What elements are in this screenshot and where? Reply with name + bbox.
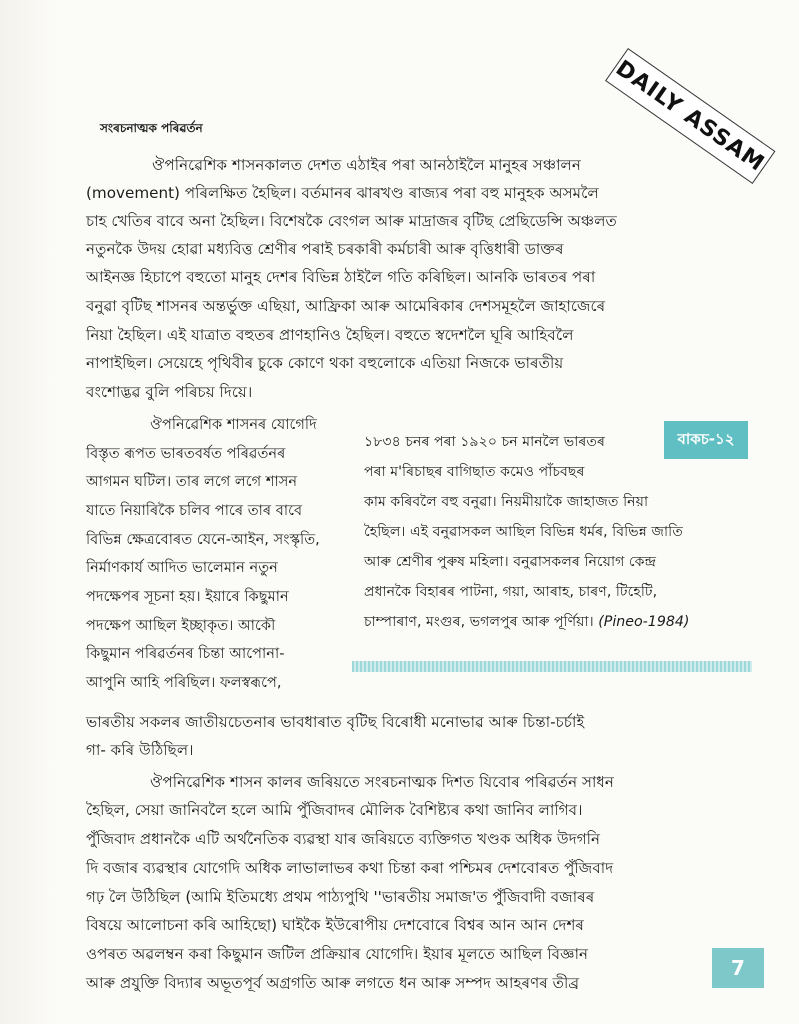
para2-line: বিভিন্ন ক্ষেত্ৰবোৰত যেনে-আইন, সংস্কৃতি, <box>86 531 320 548</box>
box-line: পৰা ম'ৰিচাছৰ বাগিছাত কমেও পাঁচবছৰ <box>364 464 585 480</box>
para2-line: আগমন ঘটিল। তাৰ লগে লগে শাসন <box>86 473 298 490</box>
para1-line: চাহ খেতিৰ বাবে অনা হৈছিল। বিশেষকৈ বেংগল আৰু মাদ্ৰাজৰ বৃটিছ প্ৰেছিডেন্সি অঞ্চলত <box>86 212 617 230</box>
box-line: প্ৰধানকৈ বিহাৰৰ পাটনা, গয়া, আৰাহ, চাৰণ, টিহেটি, <box>364 584 658 600</box>
para2-line: পদক্ষেপ আছিল ইচ্ছাকৃত। আকৌ <box>86 617 276 634</box>
para3-line: দি বজাৰ ব্যৱস্থাৰ যোগেদি অধিক লাভালাভৰ কথা চিন্তা কৰা পশ্চিমৰ দেশবোৰত পুঁজিবাদ <box>86 859 614 877</box>
para2-line: যাতে নিয়াৰিকৈ চলিব পাৰে তাৰ বাবে <box>86 502 303 519</box>
box-source-citation: (Pineo-1984) <box>598 614 690 630</box>
para3-line: বিষয়ে আলোচনা কৰি আহিছো) ঘাইকৈ ইউৰোপীয় দেশবোৰে বিশ্বৰ আন আন দেশৰ <box>86 916 584 934</box>
para1-line: বংশোদ্ভৱ বুলি পৰিচয় দিয়ে। <box>86 383 253 401</box>
para2-line: পদক্ষেপৰ সূচনা হয়। ইয়াৰে কিছুমান <box>86 588 289 605</box>
para1-line: আইনজ্ঞ হিচাপে বহুতো মানুহ দেশৰ বিভিন্ন ঠাইলৈ গতি কৰিছিল। আনকি ভাৰতৰ পৰা <box>86 268 596 286</box>
para2-line: বিস্তৃত ৰূপত ভাৰতবৰ্ষত পৰিৱৰ্তনৰ <box>86 445 286 462</box>
para1-line: বনুৱা বৃটিছ শাসনৰ অন্তৰ্ভুক্ত এছিয়া, আফ্ৰিকা আৰু আমেৰিকাৰ দেশসমূহলৈ জাহাজেৰে <box>86 297 606 315</box>
para2-line: ঔপনিৱেশিক শাসনৰ যোগেদি <box>150 416 317 433</box>
page-number: 7 <box>712 948 764 988</box>
box-label-badge: বাকচ-১২ <box>664 421 748 459</box>
para2-line: কিছুমান পৰিৱৰ্তনৰ চিন্তা আপোনা- <box>86 645 285 662</box>
page-edge-shadow <box>0 0 58 1024</box>
para3-line: আৰু প্ৰযুক্তি বিদ্যাৰ অভূতপূৰ্ব অগ্ৰগতি আৰু লগতে ধন আৰু সম্পদ আহৰণৰ তীব্ৰ <box>86 974 580 992</box>
box-line: কাম কৰিবলৈ বহু বনুৱা। নিয়মীয়াকৈ জাহাজত নিয়া <box>364 494 649 510</box>
chapter-title: সংৰচনাত্মক পৰিৱৰ্তন <box>100 121 203 135</box>
para3-line: হৈছিল, সেয়া জানিবলৈ হলে আমি পুঁজিবাদৰ মৌলিক বৈশিষ্ট্যৰ কথা জানিব লাগিব। <box>86 801 583 819</box>
box-line: হৈছিল। এই বনুৱাসকল আছিল বিভিন্ন ধৰ্মৰ, বিভিন্ন জাতি <box>364 524 683 540</box>
box-bottom-rule <box>352 661 752 672</box>
para2-line: আপুনি আহি পৰিছিল। ফলস্বৰূপে, <box>86 674 282 691</box>
para3-line: পুঁজিবাদ প্ৰধানকৈ এটি অৰ্থনৈতিক ব্যৱস্থা যাৰ জৰিয়তে ব্যক্তিগত খণ্ডক অধিক উদগনি <box>86 830 601 848</box>
para1-line: ঔপনিৱেশিক শাসনকালত দেশত এঠাইৰ পৰা আনঠাইলৈ মানুহৰ সঞ্চালন <box>152 156 581 174</box>
box-line: ১৮৩৪ চনৰ পৰা ১৯২০ চন মানলৈ ভাৰতৰ <box>364 434 606 450</box>
para3-line: ঔপনিৱেশিক শাসন কালৰ জৰিয়তে সংৰচনাত্মক দিশত যিবোৰ পৰিৱৰ্তন সাধন <box>150 773 614 791</box>
para1-line: নাপাইছিল। সেয়েহে পৃথিবীৰ চুকে কোণে থকা বহুলোকে এতিয়া নিজকে ভাৰতীয় <box>86 354 564 372</box>
para1-line: (movement) পৰিলক্ষিত হৈছিল। বৰ্তমানৰ ঝাৰখণ্ড ৰাজ্যৰ পৰা বহু মানুহক অসমলৈ <box>86 184 599 202</box>
box-line: আৰু শ্ৰেণীৰ পুৰুষ মহিলা। বনুৱাসকলৰ নিয়োগ কেন্দ্ৰ <box>364 554 657 570</box>
box-line-last <box>364 612 689 632</box>
para2-line: নিৰ্মাণকাৰ্য আদিত ভালেমান নতুন <box>86 559 278 576</box>
para3-line: ওপৰত অৱলম্বন কৰা কিছুমান জটিল প্ৰক্ৰিয়াৰ যোগেদি। ইয়াৰ মূলতে আছিল বিজ্ঞান <box>86 945 589 963</box>
box-last-text: চাম্পাৰাণ, মংগুৰ, ভগলপুৰ আৰু পূৰ্ণিয়া। <box>364 614 594 630</box>
para1-line: নতুনকৈ উদয় হোৱা মধ্যবিত্ত শ্ৰেণীৰ পৰাই চৰকাৰী কৰ্মচাৰী আৰু বৃত্তিধাৰী ডাক্তৰ <box>86 240 564 258</box>
para2-line: গা- কৰি উঠিছিল। <box>86 741 194 759</box>
para3-line: গঢ় লৈ উঠিছিল (আমি ইতিমধ্যে প্ৰথম পাঠ্যপুথি ''ভাৰতীয় সমাজ'ত পুঁজিবাদী বজাৰৰ <box>86 888 595 906</box>
para1-line: নিয়া হৈছিল। এই যাত্ৰাত বহুতৰ প্ৰাণহানিও হৈছিল। বহুতে স্বদেশলৈ ঘূৰি আহিবলৈ <box>86 326 574 344</box>
para2-line: ভাৰতীয় সকলৰ জাতীয়চেতনাৰ ভাবধাৰাত বৃটিছ বিৰোধী মনোভাৱ আৰু চিন্তা-চৰ্চাই <box>86 713 585 731</box>
daily-assam-stamp: DAILY ASSAM <box>605 48 775 184</box>
